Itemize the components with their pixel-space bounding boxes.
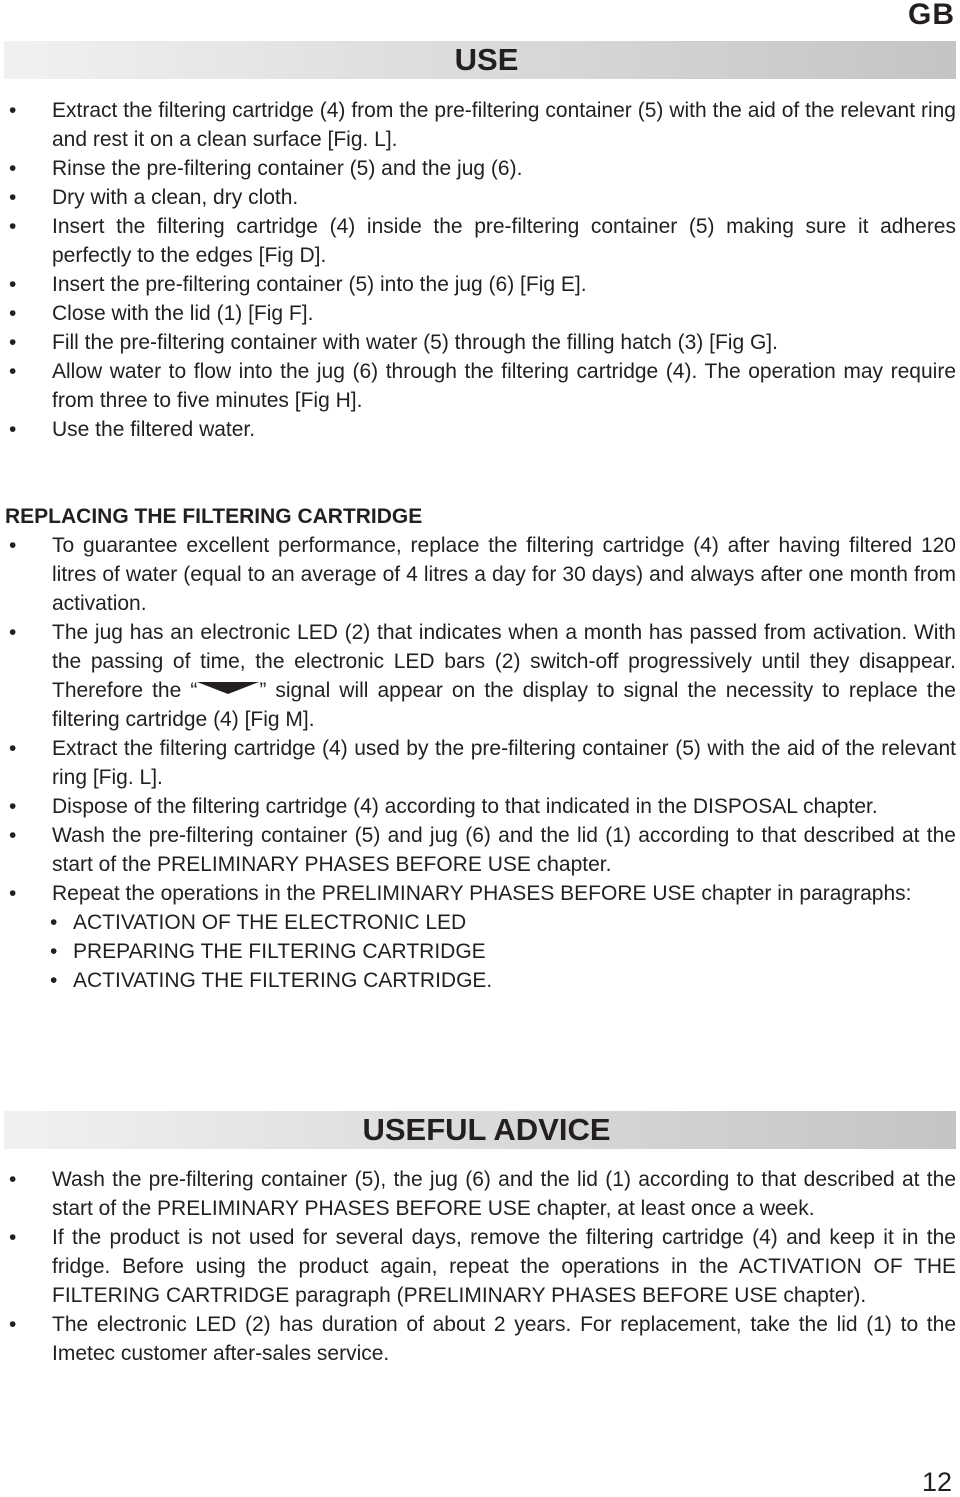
bullet: • (9, 1226, 17, 1249)
sublist-item (52, 908, 956, 937)
list-item-text: Extract the filtering cartridge (4) used by the pre-filtering container (5) with the aid of the relevant ring [Fig. L]. (52, 737, 956, 789)
list-item-text: Dispose of the filtering cartridge (4) according to that indicated in the DISPOSAL chapter. (52, 795, 878, 818)
list-item (0, 212, 956, 270)
bullet: • (9, 157, 17, 180)
bullet: • (9, 882, 17, 905)
sublist-item-text: PREPARING THE FILTERING CARTRIDGE (73, 940, 486, 963)
list-item-text-end: ” signal will appear on the display to signal the necessity to replace the filtering cartridge (4) [Fig M]. (52, 679, 956, 731)
list-item (0, 299, 956, 328)
list-item (0, 96, 956, 154)
list-item (0, 618, 956, 734)
bullet: • (9, 418, 17, 441)
sublist-item (52, 937, 956, 966)
bullet: • (9, 824, 17, 847)
list-item-text: Wash the pre-filtering container (5) and jug (6) and the lid (1) according to that described at the start of the PRELIMINARY PHASES BEFORE USE chapter. (52, 824, 956, 876)
bullet: • (9, 621, 17, 644)
list-item (0, 1310, 956, 1368)
list-item-text-start: The jug has an electronic LED (2) that indicates when a month has passed from activation. With the passing of time, the electronic LED bars (2) switch-off progressively until they disappear. Therefore the “ (52, 621, 956, 702)
section-title-advice: USEFUL ADVICE (362, 1112, 611, 1147)
list-item (0, 415, 956, 444)
list-item-text: Fill the pre-filtering container with water (5) through the filling hatch (3) [Fig G]. (52, 331, 778, 354)
list-item-text: Allow water to flow into the jug (6) through the filtering cartridge (4). The operation may require from three to five minutes [Fig H]. (52, 360, 956, 412)
list-item-text: Wash the pre-filtering container (5), the jug (6) and the lid (1) according to that described at the start of the PRELIMINARY PHASES BEFORE USE chapter, at least once a week. (52, 1168, 956, 1220)
list-item (0, 1165, 956, 1223)
bullet: • (9, 186, 17, 209)
section-title-use: USE (454, 42, 519, 77)
list-item (0, 531, 956, 618)
bullet: • (9, 360, 17, 383)
filter-replace-signal-icon (197, 681, 259, 695)
bullet: • (9, 331, 17, 354)
list-item (0, 154, 956, 183)
list-item-text: Rinse the pre-filtering container (5) and the jug (6). (52, 157, 523, 180)
bullet: • (9, 1168, 17, 1191)
list-item (0, 879, 956, 995)
list-item-text: Use the filtered water. (52, 418, 256, 441)
bullet: • (50, 911, 58, 934)
bullet: • (9, 99, 17, 122)
list-item (0, 821, 956, 879)
advice-list (0, 1165, 956, 1368)
list-item-text: The electronic LED (2) has duration of about 2 years. For replacement, take the lid (1) to the Imetec customer after-sales service. (52, 1313, 956, 1365)
sublist-item-text: ACTIVATION OF THE ELECTRONIC LED (73, 911, 467, 934)
sublist-item (52, 966, 956, 995)
section-heading-replacing: REPLACING THE FILTERING CARTRIDGE (5, 505, 423, 528)
list-item (0, 792, 956, 821)
bullet: • (50, 940, 58, 963)
use-steps-list (0, 96, 956, 444)
list-item (0, 1223, 956, 1310)
list-item-text: Insert the pre-filtering container (5) into the jug (6) [Fig E]. (52, 273, 587, 296)
page-number: 12 (921, 1467, 952, 1497)
list-item-text: If the product is not used for several days, remove the filtering cartridge (4) and keep it in the fridge. Before using the product again, repeat the operations in the ACTIVATION OF THE FILTERING CARTRIDGE paragraph (PRELIMINARY PHASES BEFORE USE chapter). (52, 1226, 956, 1307)
list-item-text: Extract the filtering cartridge (4) from the pre-filtering container (5) with the aid of the relevant ring and rest it on a clean surface [Fig. L]. (52, 99, 956, 151)
bullet: • (9, 795, 17, 818)
list-item (0, 183, 956, 212)
list-item-text: Dry with a clean, dry cloth. (52, 186, 299, 209)
list-item-text: Repeat the operations in the PRELIMINARY PHASES BEFORE USE chapter in paragraphs: (52, 882, 912, 905)
bullet: • (50, 969, 58, 992)
list-item (0, 328, 956, 357)
sublist-item-text: ACTIVATING THE FILTERING CARTRIDGE. (73, 969, 493, 992)
bullet: • (9, 1313, 17, 1336)
list-item-text: Insert the filtering cartridge (4) inside the pre-filtering container (5) making sure it adheres perfectly to the edges [Fig D]. (52, 215, 956, 267)
bullet: • (9, 302, 17, 325)
bullet: • (9, 737, 17, 760)
list-item (0, 270, 956, 299)
list-item-text: To guarantee excellent performance, replace the filtering cartridge (4) after having filtered 120 litres of water (equal to an average of 4 litres a day for 30 days) and always after one month from activation. (52, 534, 956, 615)
bullet: • (9, 273, 17, 296)
language-code: GB (908, 0, 955, 31)
list-item (0, 357, 956, 415)
list-item-text: Close with the lid (1) [Fig F]. (52, 302, 314, 325)
paragraphs-sublist (52, 908, 956, 995)
bullet: • (9, 534, 17, 557)
list-item (0, 734, 956, 792)
replacing-steps-list (0, 531, 956, 995)
bullet: • (9, 215, 17, 238)
